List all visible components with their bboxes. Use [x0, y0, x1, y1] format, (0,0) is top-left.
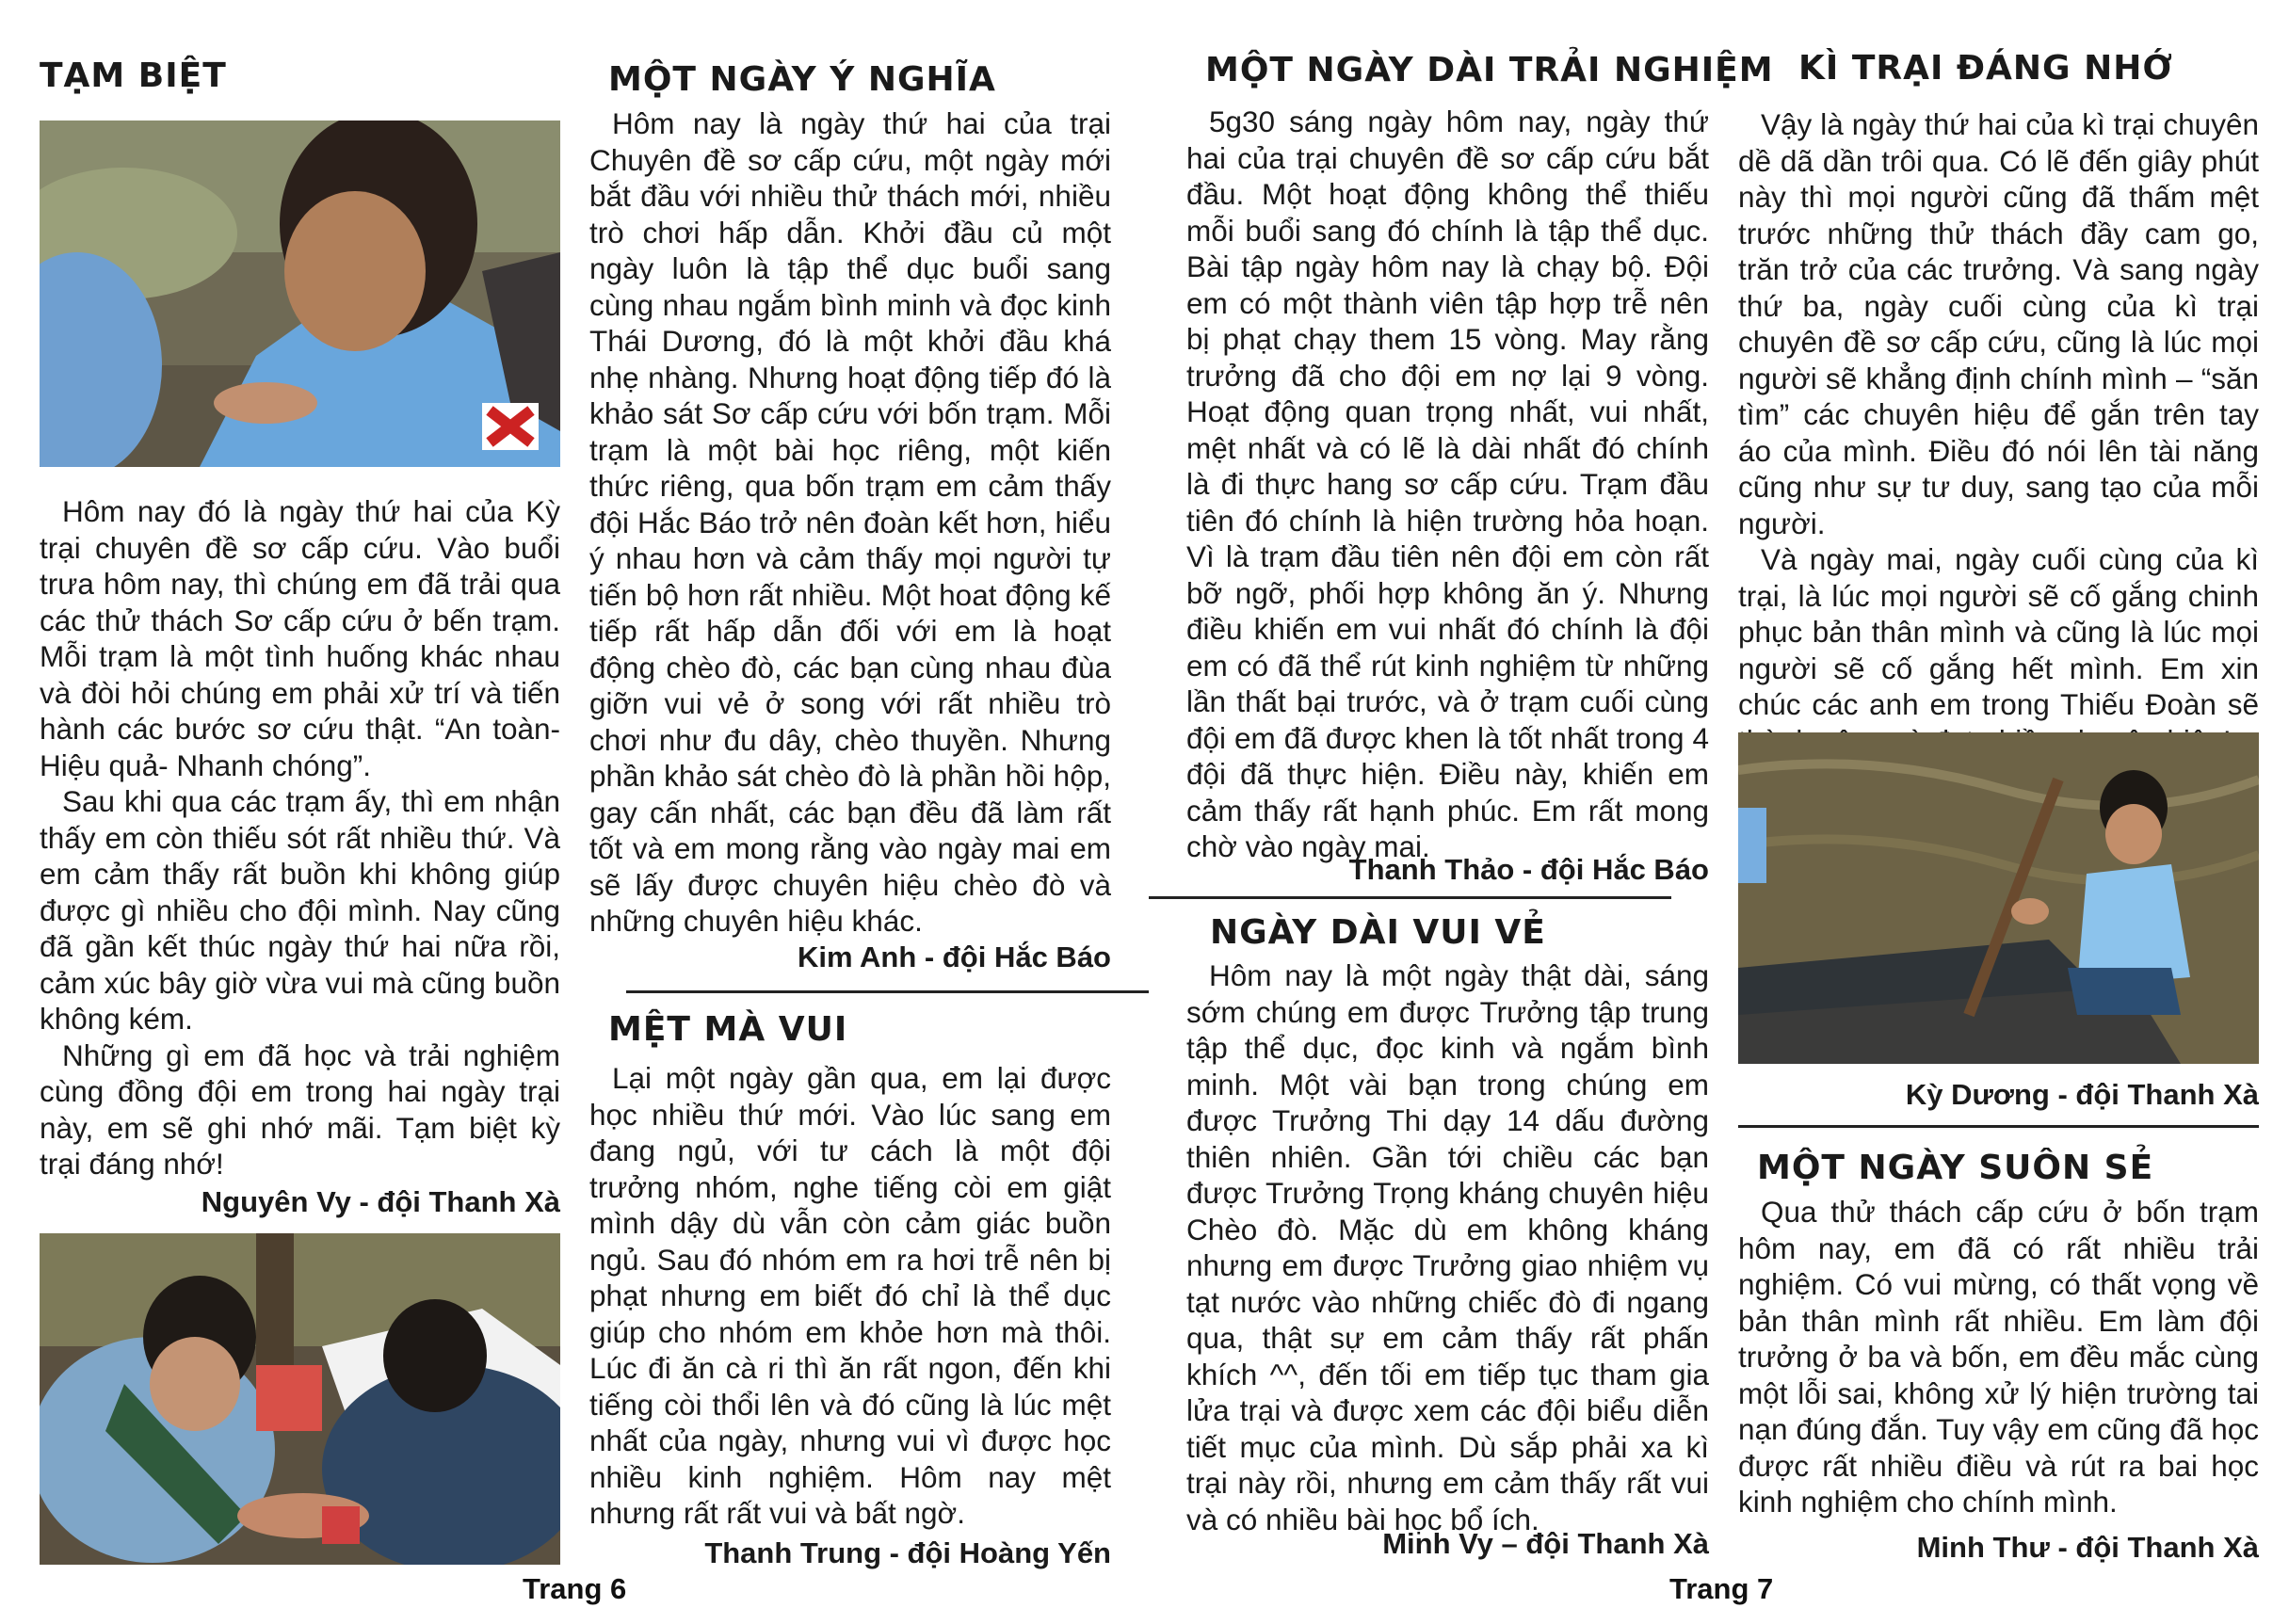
article-title: KÌ TRẠI ĐÁNG NHỚ — [1798, 49, 2173, 88]
article-title: MỘT NGÀY SUÔN SẺ — [1757, 1149, 2154, 1187]
article-mot-ngay-dai-trai-nghiem — [1186, 51, 1774, 89]
article-ki-trai-dang-nho — [1738, 49, 2259, 88]
section-divider — [626, 990, 1149, 993]
article-ngay-dai-vui-ve — [1186, 913, 1709, 952]
article-author: Minh Vy – đội Thanh Xà — [1382, 1527, 1709, 1560]
article-tam-biet — [40, 56, 560, 95]
article-author: Thanh Thảo - đội Hắc Báo — [1348, 853, 1709, 886]
article-author: Nguyên Vy - đội Thanh Xà — [201, 1185, 560, 1218]
page-number-left: Trang 6 — [523, 1572, 627, 1605]
article-body — [589, 105, 1111, 940]
paragraph: Lại một ngày gần qua, em lại được học nhiều thứ mới. Vào lúc sang em đang ngủ, với tư cách là một đội trưởng nhóm, nghe tiếng còi em giật mình dậy dù vẫn còn cảm giác buồn ngủ. Sau đó nhóm em ra hơi trễ nên bị phạt nhưng em biết đó chỉ là thể dục giúp cho nhóm em khỏe hơn mà thôi. Lúc đi ăn cà ri thì ăn rất ngon, đến khi tiếng còi thổi lên và đó cũng là lúc mệt nhất của ngày, nhưng vui vì được học nhiều kinh nghiệm. Hôm nay mệt nhưng rất rất vui và bất ngờ. — [589, 1061, 1111, 1530]
article-body — [1738, 106, 2259, 759]
article-body — [1738, 1194, 2259, 1520]
article-author: Kỳ Dương - đội Thanh Xà — [1905, 1078, 2259, 1111]
paragraph: Hôm nay là ngày thứ hai của trại Chuyên đề sơ cấp cứu, một ngày mới bắt đầu với nhiều thử thách mới, nhiều trò chơi hấp dẫn. Khởi đầu củ một ngày luôn là tập thể dục buổi sang cùng nhau ngắm bình minh và đọc kinh Thái Dương, đó là một khởi đầu khá nhẹ nhàng. Nhưng hoạt động tiếp đó là khảo sát Sơ cấp cứu với bốn trạm. Mỗi trạm là một bài học riêng, một kiến thức riêng, qua bốn trạm em cảm thấy đội Hắc Báo trở nên đoàn kết hơn, hiểu ý nhau hơn và cảm thấy mọi người tự tiến bộ hơn rất nhiều. Một hoat động kế tiếp rất hấp dẫn đối với em là hoạt động chèo đò, các bạn cùng nhau đùa giỡn vui vẻ ở song với rất nhiều trò chơi như đu dây, chèo thuyền. Nhưng phần khảo sát chèo đò là phần hồi hộp, gay cấn nhất, các bạn đều đã làm rất tốt và em mong rằng vào ngày mai em sẽ lấy được chuyên hiệu chèo đò và những chuyên hiệu khác. — [589, 106, 1111, 938]
article-body — [40, 493, 560, 1182]
article-mot-ngay-y-nghia — [589, 60, 1111, 99]
photo-girl-first-aid-image — [40, 121, 560, 467]
paragraph: Hôm nay là một ngày thật dài, sáng sớm chúng em được Trưởng tập trung tập thể dục, đọc kinh và ngắm bình minh. Một vài bạn trong chúng em được Trưởng Thi dạy 14 dấu đường thiên nhiên. Gần tới chiều các bạn được Trưởng Trọng kháng chuyên hiệu Chèo đò. Mặc dù em không kháng nhưng em được Trưởng giao nhiệm vụ tạt nước vào những chiếc đò đi ngang qua, thật sự em cảm thấy rất phấn khích ^^, đến tối em tiếp tục tham gia lửa trại và được xem các đội biểu diễn tiết mục của mình. Dù sắp phải xa kì trại này rồi, nhưng em cảm thấy rất vui và có nhiều bài học bổ ích. — [1186, 958, 1709, 1536]
article-title: TẠM BIỆT — [40, 56, 227, 95]
photo-boy-rowing-boat — [1738, 732, 2259, 1064]
article-author: Thanh Trung - đội Hoàng Yến — [704, 1536, 1111, 1569]
article-body — [589, 1060, 1111, 1532]
photo-boys-bandaging-image — [40, 1233, 560, 1565]
photo-boy-rowing-boat-image — [1738, 732, 2259, 1064]
paragraph: Sau khi qua các trạm ấy, thì em nhận thấy em còn thiếu sót rất nhiều thứ. Và em cảm thấy rất buồn khi không giúp được gì nhiều cho đội mình. Nay cũng đã gần kết thúc ngày thứ hai nữa rồi, cảm xúc bây giờ vừa vui mà cũng buồn không kém. — [40, 784, 560, 1036]
paragraph: 5g30 sáng ngày hôm nay, ngày thứ hai của trại chuyên đề sơ cấp cứu bắt đầu. Một hoạt động không thể thiếu mỗi buổi sang đó chính là tập thể dục. Bài tập ngày hôm nay là chạy bộ. Đội em có một thành viên tập hợp trễ nên bị phạt chạy them 15 vòng. May rằng trưởng đã cho đội em nợ lại 9 vòng. Hoạt động quan trọng nhất, vui nhất, mệt nhất và có lẽ là dài nhất đó chính là đi thực hang sơ cấp cứu. Trạm đầu tiên đó chính là hiện trường hỏa hoạn. Vì là trạm đầu tiên nên đội em còn rất bỡ ngỡ, phối hợp không ăn ý. Nhưng điều khiến em vui nhất đó chính là đội em có đã thể rút kinh nghiệm từ những lần thất bại trước, và ở trạm cuối cùng đội em đã được khen là tốt nhất trong 4 đội đã thực hiện. Điều này, khiến em cảm thấy rất hạnh phúc. Em rất mong chờ vào ngày mai. — [1186, 105, 1709, 863]
article-title: MỘT NGÀY Ý NGHĨA — [608, 60, 996, 99]
paragraph: Qua thử thách cấp cứu ở bốn trạm hôm nay, em đã có rất nhiều trải nghiệm. Có vui mừng, có thất vọng về bản thân mình rất nhiều. Em làm đội trưởng ở ba và bốn, em đều mắc cùng một lỗi sai, không xử lý hiện trường tai nạn đúng đắn. Tuy vậy em cũng đã học được rất nhiều điều và rút ra bai học kinh nghiệm cho chính mình. — [1738, 1195, 2259, 1519]
paragraph: Những gì em đã học và trải nghiệm cùng đồng đội em trong hai ngày trại này, em sẽ ghi nhớ mãi. Tạm biệt kỳ trại đáng nhớ! — [40, 1037, 560, 1181]
article-title: MỘT NGÀY DÀI TRẢI NGHIỆM — [1205, 51, 1774, 89]
article-title: NGÀY DÀI VUI VẺ — [1210, 913, 1546, 952]
page-number-right: Trang 7 — [1669, 1572, 1774, 1605]
section-divider — [1149, 896, 1671, 899]
article-author: Minh Thư - đội Thanh Xà — [1916, 1531, 2259, 1564]
paragraph: Và ngày mai, ngày cuối cùng của kì trại, là lúc mọi người sẽ cố gắng chinh phục bản thân mình và cũng là lúc mọi người sẽ cố gắng hết mình. Em xin chúc các anh em trong Thiếu Đoàn sẽ — [1738, 542, 2259, 721]
article-met-ma-vui — [589, 1010, 1111, 1049]
article-title: MỆT MÀ VUI — [608, 1010, 848, 1049]
article-body — [1186, 957, 1709, 1537]
article-author: Kim Anh - đội Hắc Báo — [798, 941, 1111, 973]
paragraph: Vậy là ngày thứ hai của kì trại chuyên dề dã dần trôi qua. Có lẽ đến giây phút này thì mọi người cũng đã thấm mệt trước những thử thách đầy cam go, trăn trở của các trưởng. Và sang ngày thứ ba, ngày cuối cùng của kì trại chuyên đề sơ cấp cứu, cũng là lúc mọi người sẽ khẳng định chính mình – “săn tìm” các chuyên hiệu để gắn trên tay áo của mình. Điều đó nói lên tài năng cũng như sự tư duy, sang tạo của mỗi người. — [1738, 107, 2259, 540]
section-divider — [1738, 1125, 2259, 1128]
article-body — [1186, 104, 1709, 865]
photo-girl-first-aid — [40, 121, 560, 467]
photo-boys-bandaging — [40, 1233, 560, 1565]
paragraph: Hôm nay đó là ngày thứ hai của Kỳ trại chuyên đề sơ cấp cứu. Vào buổi trưa hôm nay, thì chúng em đã trải qua các thử thách Sơ cấp cứu ở bến trạm. Mỗi trạm là một tình huống khác nhau và đòi hỏi chúng em phải xử trí và tiến hành các bước sơ cứu thật. “An toàn-Hiệu quả- Nhanh chóng”. — [40, 494, 560, 782]
article-mot-ngay-suon-se — [1738, 1149, 2259, 1187]
